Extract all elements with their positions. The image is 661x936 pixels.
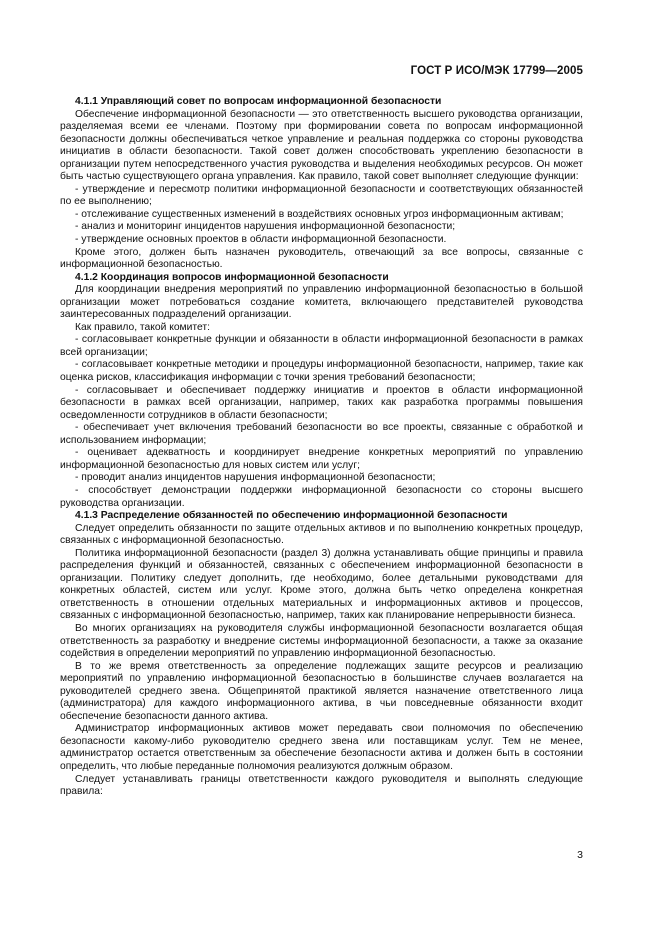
list-item: - способствует демонстрации поддержки информационной безопасности со стороны высшего руководства организации. [60,484,583,509]
list-item: - анализ и мониторинг инцидентов нарушения информационной безопасности; [75,221,456,233]
page-number: 3 [577,849,583,861]
paragraph: Как правило, такой комитет: [75,321,210,333]
list-item: - оценивает адекватность и координирует внедрение конкретных мероприятий по управлению информационной безопасностью для новых систем или услуг; [60,447,583,471]
paragraph: Обеспечение информационной безопасности — это ответственность высшего руководства организации, разделяемая всеми ее членами. Поэтому при формировании совета по вопросам информационной безопасности должны обеспечиваться четкое управление и реальная поддержка со стороны руководства инициатив в области безопасности. Такой совет должен способствовать укреплению безопасности в организации путем непосредственного участия руководства и выделения необходимых ресурсов. Он может быть частью существующего органа управления. Как правило, такой совет выполняет следующие функции: [60,108,583,183]
paragraph: Во многих организациях на руководителя службы информационной безопасности возлагается общая ответственность за разработку и внедрение системы информационной безопасности, а также за оказание содействия в определении мероприятий по управлению информационной безопасностью. [60,622,583,660]
section-heading: 4.1.2 Координация вопросов информационной безопасности [75,271,389,283]
section-heading: 4.1.1 Управляющий совет по вопросам информационной безопасности [75,96,442,107]
paragraph: Следует определить обязанности по защите отдельных активов и по выполнению конкретных процедур, связанных с информационной безопасностью. [60,522,583,547]
list-item: - утверждение основных проектов в области информационной безопасности. [75,234,447,246]
list-item: - утверждение и пересмотр политики информационной безопасности и соответствующих обязанностей по ее выполнению; [60,183,583,208]
list-item: - согласовывает конкретные методики и процедуры информационной безопасности, например, такие как оценка рисков, классификация информации с точки зрения требований безопасности; [60,359,583,384]
document-header: ГОСТ Р ИСО/МЭК 17799—2005 [410,65,583,77]
paragraph: Следует устанавливать границы ответственности каждого руководителя и выполнять следующие правила: [60,773,583,798]
paragraph: Администратор информационных активов может передавать свои полномочия по обеспечению безопасности какому-либо руководителю среднего звена или поставщикам услуг. Тем не менее, администратор остается ответственным за обеспечение безопасности актива и должен быть в состоянии определить, что любые переданные полномочия реализуются должным образом. [60,723,583,772]
list-item: - обеспечивает учет включения требований безопасности во все проекты, связанные с обработкой и использованием информации; [60,422,583,446]
list-item: - проводит анализ инцидентов нарушения информационной безопасности; [75,472,436,484]
paragraph: Кроме этого, должен быть назначен руководитель, отвечающий за все вопросы, связанные с информационной безопасностью. [60,246,583,271]
list-item: - согласовывает и обеспечивает поддержку инициатив и проектов в области информационной безопасности в рамках всей организации, например, таких как разработка программы повышения осведомленности сотрудников в области безопасности; [60,384,583,421]
document-body [60,96,583,799]
paragraph: Политика информационной безопасности (раздел 3) должна устанавливать общие принципы и правила распределения функций и обязанностей, связанных с обеспечением информационной безопасности в организации. Политику следует дополнить, где необходимо, более детальными руководствами для конкретных областей, систем или услуг. Кроме этого, должна быть четко определена конкретная ответственность в отношении отдельных материальных и информационных активов и процессов, связанных с информационной безопасностью, например, таких как планирование непрерывности бизнеса. [60,547,583,622]
paragraph: Для координации внедрения мероприятий по управлению информационной безопасностью в большой организации может потребоваться создание комитета, включающего представителей руководства заинтересованных подразделений организации. [60,284,583,321]
list-item: - отслеживание существенных изменений в воздействиях основных угроз информационным активам; [75,208,564,220]
section-heading: 4.1.3 Распределение обязанностей по обеспечению информационной безопасности [75,510,508,522]
list-item: - согласовывает конкретные функции и обязанности в области информационной безопасности в рамках всей организации; [60,334,583,358]
paragraph: В то же время ответственность за определение подлежащих защите ресурсов и реализацию мероприятий по управлению информационной безопасностью в большинстве случаев возлагается на руководителей среднего звена. Общепринятой практикой является назначение ответственного лица (администратора) для каждого информационного актива, в чьи повседневные обязанности входит обеспечение безопасности данного актива. [60,660,583,722]
